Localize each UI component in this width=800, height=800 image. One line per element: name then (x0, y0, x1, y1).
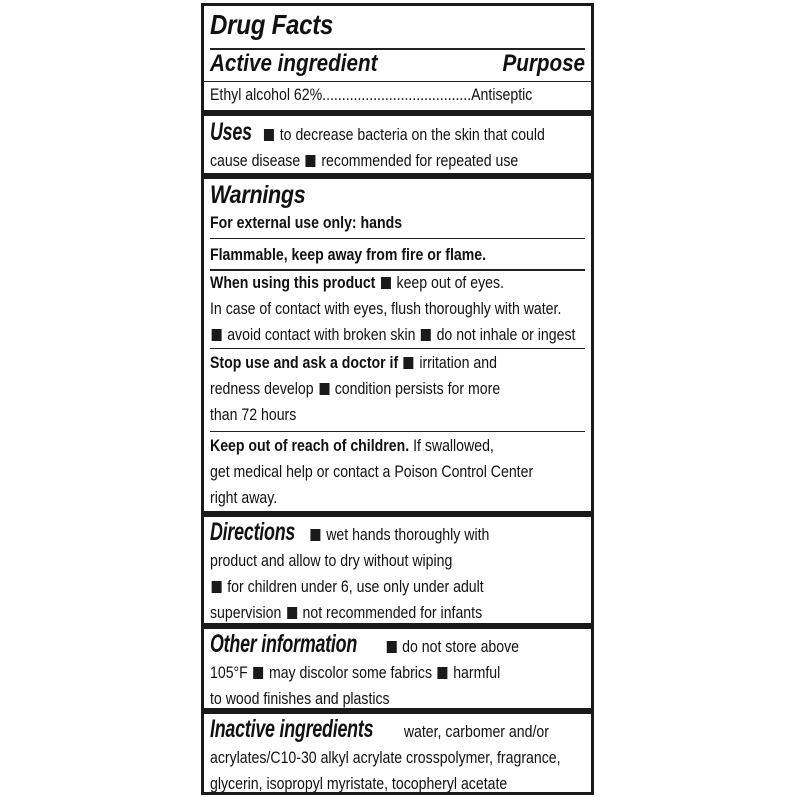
section-divider (204, 110, 591, 116)
inactive-ingredients-section (204, 715, 591, 797)
uses-section (204, 118, 591, 174)
warnings-section (204, 180, 591, 236)
active-ingredient-row (210, 82, 533, 108)
directions-text: wet hands thoroughly with (326, 525, 490, 544)
bullet-square-icon (306, 155, 316, 167)
when-using-text: do not inhale or ingest (436, 325, 576, 344)
warning-rule (210, 431, 585, 432)
uses-title: Uses (210, 118, 252, 146)
inactive-ingredients-text: glycerin, isopropyl myristate, tocopheryl acetate (210, 774, 508, 793)
warning-rule (210, 238, 585, 239)
section-divider (204, 708, 591, 714)
directions-title: Directions (210, 518, 296, 546)
flammable-warning: Flammable, keep away from fire or flame. (210, 245, 487, 264)
when-using-text: keep out of eyes. (396, 273, 505, 292)
drug-facts-title: Drug Facts (210, 9, 334, 40)
stop-use-text: redness develop (210, 379, 314, 398)
directions-text: not recommended for infants (302, 603, 483, 622)
other-information-text: may discolor some fabrics (268, 663, 433, 682)
uses-text: to decrease bacteria on the skin that could (279, 125, 545, 144)
other-information-title: Other information (210, 630, 358, 658)
other-information-section (204, 630, 591, 712)
ingredient-purpose: Antiseptic (471, 85, 533, 104)
bullet-square-icon (421, 329, 431, 341)
bullet-square-icon (381, 277, 391, 289)
section-divider (204, 623, 591, 629)
warnings-title: Warnings (210, 181, 306, 209)
stop-use-text: condition persists for more (334, 379, 501, 398)
dot-leader: ...................................... (322, 85, 472, 104)
warning-rule (210, 348, 585, 349)
active-ingredient-section (204, 50, 591, 108)
drug-facts-header (204, 8, 591, 42)
keep-out-text: get medical help or contact a Poison Control Center (210, 462, 534, 481)
section-divider (204, 173, 591, 179)
keep-out-text: right away. (210, 488, 278, 507)
bullet-square-icon (212, 581, 222, 593)
other-information-text: harmful (453, 663, 501, 682)
directions-text: for children under 6, use only under adult (227, 577, 484, 596)
bullet-square-icon (212, 329, 222, 341)
keep-out-label: Keep out of reach of children. (210, 436, 410, 455)
bullet-square-icon (319, 383, 329, 395)
ingredient-name: Ethyl alcohol 62% (210, 85, 323, 104)
uses-text: recommended for repeated use (321, 151, 519, 170)
inactive-ingredients-title: Inactive ingredients (210, 715, 374, 743)
stop-use-block (204, 350, 591, 428)
section-divider (204, 511, 591, 517)
directions-text: supervision (210, 603, 282, 622)
when-using-block (204, 270, 591, 348)
flammable-block (204, 240, 591, 270)
bullet-square-icon (264, 129, 274, 141)
active-ingredient-heading: Active ingredient (210, 50, 378, 77)
bullet-square-icon (387, 641, 397, 653)
bullet-square-icon (404, 357, 414, 369)
purpose-heading: Purpose (502, 50, 585, 77)
external-use-warning: For external use only: hands (210, 213, 403, 232)
bullet-square-icon (287, 607, 297, 619)
other-information-text: do not store above (402, 637, 520, 656)
other-information-text: 105°F (210, 663, 248, 682)
inactive-ingredients-text: water, carbomer and/or (403, 722, 549, 741)
when-using-text: In case of contact with eyes, flush thoroughly with water. (210, 299, 562, 318)
directions-text: product and allow to dry without wiping (210, 551, 453, 570)
keep-out-block (204, 433, 591, 511)
stop-use-text: than 72 hours (210, 405, 297, 424)
when-using-text: avoid contact with broken skin (227, 325, 416, 344)
drug-facts-panel (201, 3, 594, 795)
inactive-ingredients-text: acrylates/C10-30 alkyl acrylate crosspolymer, fragrance, (210, 748, 561, 767)
stop-use-text: irritation and (419, 353, 497, 372)
stop-use-label: Stop use and ask a doctor if (210, 353, 399, 372)
other-information-text: to wood finishes and plastics (210, 689, 390, 708)
keep-out-text: If swallowed, (413, 436, 494, 455)
directions-section (204, 518, 591, 626)
when-using-label: When using this product (210, 273, 376, 292)
bullet-square-icon (253, 667, 263, 679)
uses-text: cause disease (210, 151, 301, 170)
bullet-square-icon (311, 529, 321, 541)
bullet-square-icon (438, 667, 448, 679)
